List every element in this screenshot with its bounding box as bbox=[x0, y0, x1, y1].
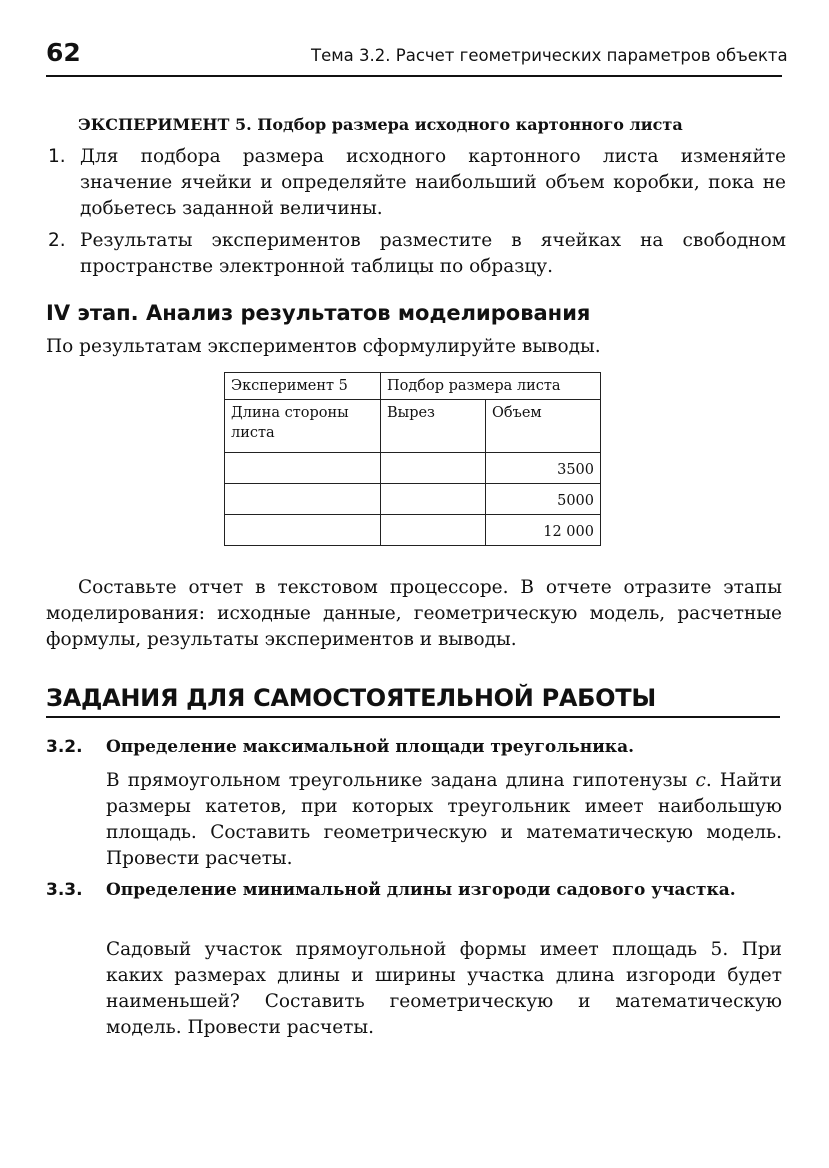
task-body bbox=[106, 768, 782, 872]
task-body-text: . Найти размеры катетов, при которых треугольник имеет наибольшую площадь. Составить геометрическую и математическую модель. Провести расчеты. bbox=[106, 770, 782, 869]
column-header: Объем bbox=[486, 400, 601, 453]
section-heading: ЗАДАНИЯ ДЛЯ САМОСТОЯТЕЛЬНОЙ РАБОТЫ bbox=[46, 684, 656, 712]
table-cell: 3500 bbox=[486, 453, 601, 484]
page-number: 62 bbox=[46, 38, 81, 67]
task-number: 3.3. bbox=[46, 880, 83, 900]
table-cell bbox=[381, 515, 486, 546]
hypotenuse-variable: c bbox=[695, 770, 706, 791]
step-text: Результаты экспериментов разместите в ячейках на свободном пространстве электронной таблицы по образцу. bbox=[80, 230, 786, 277]
experiment-table bbox=[224, 372, 601, 546]
column-header: Вырез bbox=[381, 400, 486, 453]
running-title: Тема 3.2. Расчет геометрических параметров объекта bbox=[311, 46, 788, 65]
header-rule bbox=[46, 75, 782, 77]
task-title: Определение максимальной площади треугольника. bbox=[106, 737, 635, 757]
experiment-step-1 bbox=[48, 144, 786, 222]
table-cell: 12 000 bbox=[486, 515, 601, 546]
table-row bbox=[225, 515, 601, 546]
step-text: Для подбора размера исходного картонного листа изменяйте значение ячейки и определяйте наибольший объем коробки, пока не добьетесь заданной величины. bbox=[80, 146, 786, 219]
table-cell bbox=[381, 484, 486, 515]
step-number: 2. bbox=[48, 230, 66, 251]
task-body-text: В прямоугольном треугольнике задана длина гипотенузы bbox=[106, 770, 696, 791]
table-row bbox=[225, 373, 601, 400]
step-number: 1. bbox=[48, 146, 66, 167]
stage-heading: IV этап. Анализ результатов моделирования bbox=[46, 301, 591, 325]
task-title: Определение минимальной длины изгороди садового участка. bbox=[106, 880, 736, 900]
table-row bbox=[225, 484, 601, 515]
task-number: 3.2. bbox=[46, 737, 83, 757]
table-cell bbox=[225, 515, 381, 546]
table-header-row bbox=[225, 400, 601, 453]
stage-intro: По результатам экспериментов сформулируйте выводы. bbox=[46, 336, 601, 357]
table-cell bbox=[225, 484, 381, 515]
experiment-title: ЭКСПЕРИМЕНТ 5. Подбор размера исходного картонного листа bbox=[78, 115, 683, 134]
column-header: Длина стороны листа bbox=[225, 400, 381, 453]
section-rule bbox=[46, 716, 780, 718]
table-cell bbox=[225, 453, 381, 484]
table-cell: 5000 bbox=[486, 484, 601, 515]
table-cell bbox=[381, 453, 486, 484]
task-body: Садовый участок прямоугольной формы имеет площадь 5. При каких размерах длины и ширины участка длина изгороди будет наименьшей? Составить геометрическую и математическую модель. Провести расчеты. bbox=[106, 939, 782, 1038]
table-row bbox=[225, 453, 601, 484]
table-caption: Подбор размера листа bbox=[381, 373, 601, 400]
experiment-step-2 bbox=[48, 228, 786, 280]
report-paragraph: Составьте отчет в текстовом процессоре. В отчете отразите этапы моделирования: исходные данные, геометрическую модель, расчетные формулы, результаты экспериментов и выводы. bbox=[46, 577, 782, 650]
table-cell: Эксперимент 5 bbox=[225, 373, 381, 400]
